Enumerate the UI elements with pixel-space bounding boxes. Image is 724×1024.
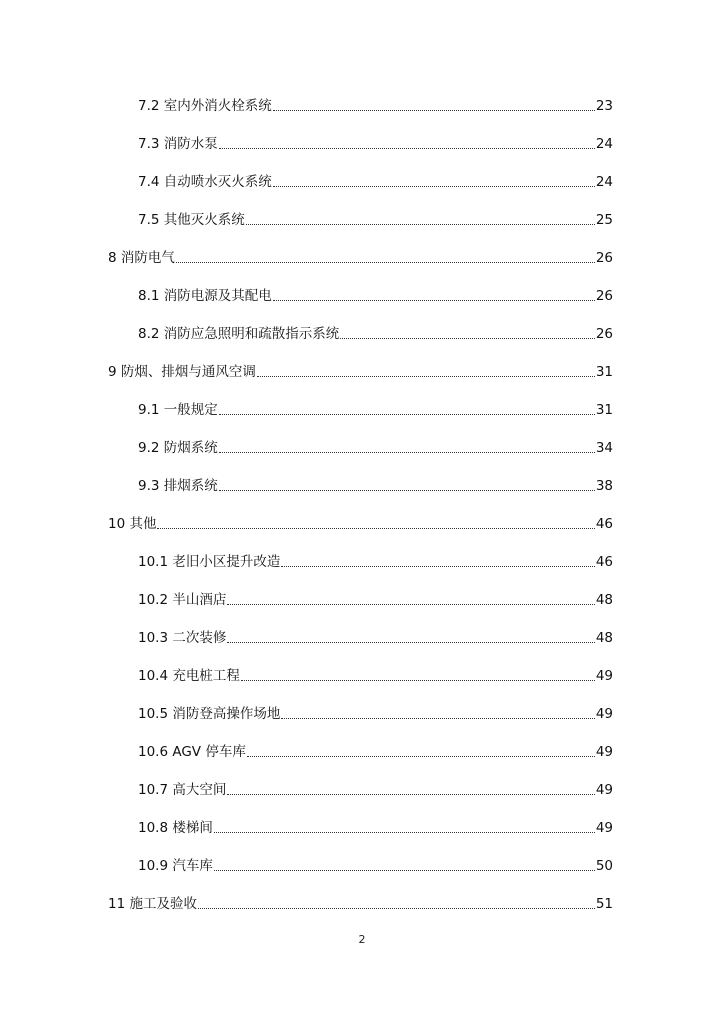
toc-entry-10-2[interactable] — [138, 590, 613, 610]
dot-leader — [273, 300, 595, 301]
dot-leader — [214, 870, 595, 871]
toc-entry-7-4[interactable] — [138, 172, 613, 192]
toc-entry-page: 50 — [595, 858, 613, 874]
toc-entry-page: 31 — [595, 364, 613, 380]
toc-entry-9-2[interactable] — [138, 438, 613, 458]
dot-leader — [281, 718, 594, 719]
toc-entry-page: 48 — [595, 630, 613, 646]
toc-entry-title: 10.4 充电桩工程 — [138, 668, 240, 684]
toc-entry-page: 24 — [595, 174, 613, 190]
toc-entry-page: 49 — [595, 706, 613, 722]
toc-entry-page: 49 — [595, 744, 613, 760]
toc-entry-page: 46 — [595, 554, 613, 570]
dot-leader — [219, 490, 595, 491]
toc-entry-title: 10.5 消防登高操作场地 — [138, 706, 281, 722]
toc-entry-title: 10.1 老旧小区提升改造 — [138, 554, 281, 570]
toc-entry-page: 49 — [595, 668, 613, 684]
dot-leader — [257, 376, 595, 377]
toc-entry-title: 7.2 室内外消火栓系统 — [138, 98, 272, 114]
toc-entry-title: 11 施工及验收 — [108, 896, 197, 912]
toc-entry-10-9[interactable] — [138, 856, 613, 876]
toc-entry-10-3[interactable] — [138, 628, 613, 648]
toc-entry-page: 31 — [595, 402, 613, 418]
toc-entry-10-5[interactable] — [138, 704, 613, 724]
toc-entry-8[interactable] — [108, 248, 613, 268]
toc-entry-11[interactable] — [108, 894, 613, 914]
dot-leader — [273, 110, 595, 111]
dot-leader — [281, 566, 594, 567]
page-number: 2 — [358, 933, 366, 946]
toc-entry-title: 10.2 半山酒店 — [138, 592, 227, 608]
toc-entry-8-2[interactable] — [138, 324, 613, 344]
toc-entry-title: 8 消防电气 — [108, 250, 175, 266]
toc-entry-page: 24 — [595, 136, 613, 152]
dot-leader — [246, 224, 595, 225]
toc-entry-page: 48 — [595, 592, 613, 608]
toc-entry-7-5[interactable] — [138, 210, 613, 230]
toc-entry-title: 9.2 防烟系统 — [138, 440, 218, 456]
dot-leader — [157, 528, 594, 529]
toc-entry-title: 8.2 消防应急照明和疏散指示系统 — [138, 326, 340, 342]
toc-entry-10-7[interactable] — [138, 780, 613, 800]
dot-leader — [227, 604, 594, 605]
dot-leader — [241, 680, 595, 681]
dot-leader — [219, 452, 595, 453]
dot-leader — [227, 794, 594, 795]
toc-entry-7-3[interactable] — [138, 134, 613, 154]
toc-entry-page: 26 — [595, 326, 613, 342]
toc-entry-title: 7.5 其他灭火系统 — [138, 212, 245, 228]
dot-leader — [214, 832, 595, 833]
toc-entry-title: 9.1 一般规定 — [138, 402, 218, 418]
toc-entry-title: 10.7 高大空间 — [138, 782, 227, 798]
toc-entry-8-1[interactable] — [138, 286, 613, 306]
toc-entry-10-4[interactable] — [138, 666, 613, 686]
toc-entry-10-8[interactable] — [138, 818, 613, 838]
toc-entry-9-3[interactable] — [138, 476, 613, 496]
dot-leader — [227, 642, 594, 643]
dot-leader — [198, 908, 595, 909]
toc-entry-title: 10.3 二次装修 — [138, 630, 227, 646]
toc-entry-page: 26 — [595, 250, 613, 266]
dot-leader — [219, 148, 595, 149]
toc-entry-page: 51 — [595, 896, 613, 912]
toc-entry-10[interactable] — [108, 514, 613, 534]
toc-entry-7-2[interactable] — [138, 96, 613, 116]
toc-entry-title: 7.3 消防水泵 — [138, 136, 218, 152]
toc-entry-title: 8.1 消防电源及其配电 — [138, 288, 272, 304]
toc-entry-page: 26 — [595, 288, 613, 304]
toc-entry-page: 34 — [595, 440, 613, 456]
toc-entry-page: 49 — [595, 782, 613, 798]
toc-entry-9[interactable] — [108, 362, 613, 382]
toc-entry-title: 10.9 汽车库 — [138, 858, 213, 874]
toc-entry-title: 10.8 楼梯间 — [138, 820, 213, 836]
toc-entry-page: 38 — [595, 478, 613, 494]
toc-entry-page: 46 — [595, 516, 613, 532]
toc-entry-title: 10.6 AGV 停车库 — [138, 744, 246, 760]
dot-leader — [219, 414, 595, 415]
toc-entry-page: 23 — [595, 98, 613, 114]
toc-entry-title: 9 防烟、排烟与通风空调 — [108, 364, 256, 380]
toc-entry-title: 7.4 自动喷水灭火系统 — [138, 174, 272, 190]
toc-entry-10-1[interactable] — [138, 552, 613, 572]
dot-leader — [273, 186, 595, 187]
dot-leader — [176, 262, 595, 263]
dot-leader — [340, 338, 595, 339]
toc-entry-page: 49 — [595, 820, 613, 836]
dot-leader — [247, 756, 595, 757]
toc-entry-10-6[interactable] — [138, 742, 613, 762]
toc-entry-title: 9.3 排烟系统 — [138, 478, 218, 494]
toc-entry-title: 10 其他 — [108, 516, 157, 532]
toc-entry-9-1[interactable] — [138, 400, 613, 420]
toc-entry-page: 25 — [595, 212, 613, 228]
